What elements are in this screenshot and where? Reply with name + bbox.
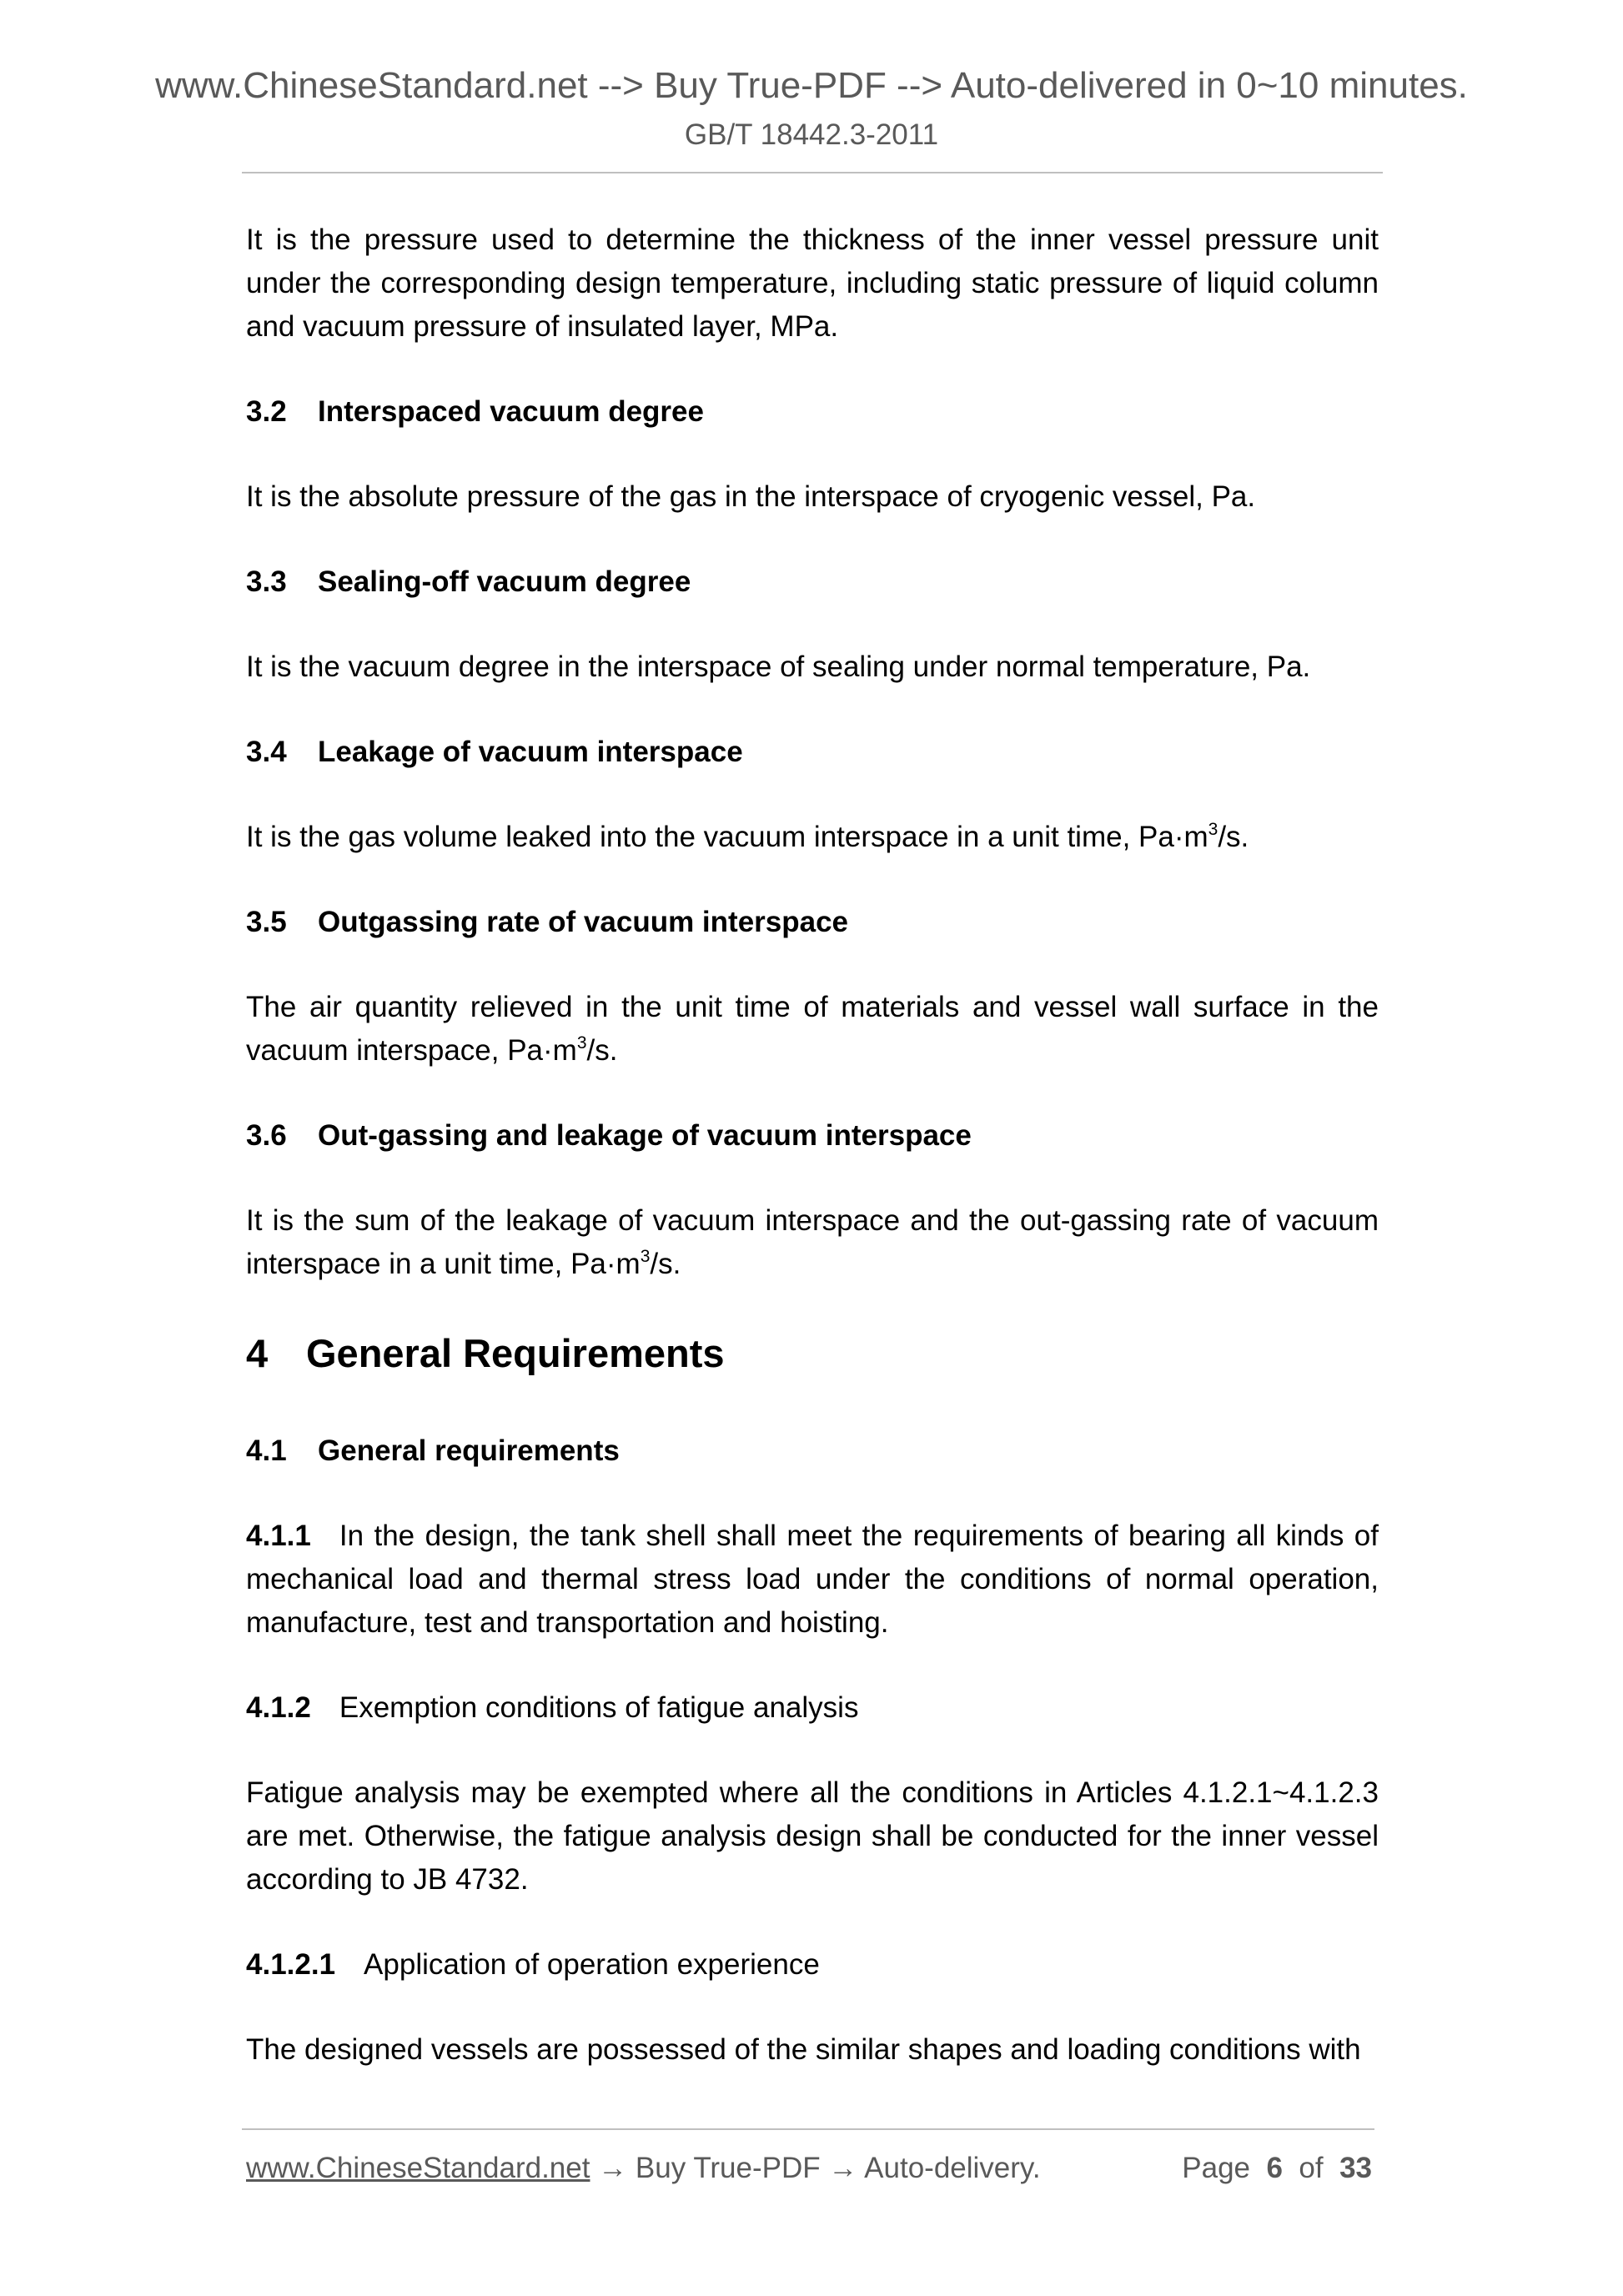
clause-number: 4.1.1: [246, 1520, 311, 1552]
clause-4-1-2-1: [246, 1943, 1379, 1987]
section-title: Out-gassing and leakage of vacuum interspace: [318, 1119, 972, 1152]
section-heading-3-3: [246, 560, 1379, 604]
section-title: General requirements: [318, 1434, 620, 1467]
section-number: 3.6: [246, 1119, 287, 1152]
site-link[interactable]: www.ChineseStandard.net: [246, 2152, 590, 2184]
standard-code: GB/T 18442.3-2011: [684, 118, 939, 151]
text-unit: /s.: [650, 1248, 681, 1280]
clause-text: Application of operation experience: [364, 1948, 820, 1981]
clause-text: Exemption conditions of fatigue analysis: [339, 1691, 859, 1724]
paragraph-4-1-2: Fatigue analysis may be exempted where all the conditions in Articles 4.1.2.1~4.1.2.3 are met. Otherwise, the fatigue analysis design shall be conducted for the inner vessel according to JB 4732.: [246, 1776, 1379, 1896]
section-number: 3.5: [246, 906, 287, 938]
clause-4-1-1: [246, 1515, 1379, 1645]
of-label: of: [1299, 2152, 1324, 2184]
clause-number: 4.1.2.1: [246, 1948, 336, 1981]
chapter-number: 4: [246, 1331, 269, 1375]
text-main: It is the gas volume leaked into the vacuum interspace in a unit time, Pa·m: [246, 821, 1208, 853]
clause-4-1-2: [246, 1686, 1379, 1730]
section-text-3-2: It is the absolute pressure of the gas in the interspace of cryogenic vessel, Pa.: [246, 480, 1256, 513]
page-number: 6: [1266, 2152, 1283, 2184]
intro-paragraph: It is the pressure used to determine the thickness of the inner vessel pressure unit under the corresponding design temperature, including static pressure of liquid column and vacuum pressure of insulated layer, MPa.: [246, 224, 1379, 343]
section-heading-3-5: [246, 901, 1379, 944]
section-number: 3.2: [246, 395, 287, 428]
superscript: 3: [576, 1033, 587, 1053]
section-number: 3.3: [246, 565, 287, 598]
section-heading-3-4: [246, 731, 1379, 774]
chapter-heading-4: [246, 1328, 1379, 1379]
section-text-3-4: [246, 816, 1379, 859]
header-divider: [242, 172, 1383, 173]
section-title: Interspaced vacuum degree: [318, 395, 704, 428]
section-number: 4.1: [246, 1434, 287, 1467]
text-main: The air quantity relieved in the unit time of materials and vessel wall surface in the vacuum interspace, Pa·m: [246, 991, 1379, 1067]
section-text-3-6: [246, 1199, 1379, 1286]
section-text-3-3: It is the vacuum degree in the interspace of sealing under normal temperature, Pa.: [246, 651, 1311, 683]
chapter-title: General Requirements: [306, 1331, 725, 1375]
header-banner: www.ChineseStandard.net --> Buy True-PDF --> Auto-delivered in 0~10 minutes.: [155, 65, 1468, 106]
paragraph-4-1-2-1: The designed vessels are possessed of the similar shapes and loading conditions with: [246, 2033, 1361, 2066]
document-body: [246, 219, 1379, 2113]
section-number: 3.4: [246, 736, 287, 768]
footer-divider: [242, 2128, 1374, 2130]
text-unit: /s.: [1218, 821, 1249, 853]
superscript: 3: [1208, 820, 1219, 839]
text-main: It is the sum of the leakage of vacuum interspace and the out-gassing rate of vacuum interspace in a unit time, Pa·m: [246, 1204, 1379, 1280]
page-label: Page: [1182, 2152, 1251, 2184]
superscript: 3: [640, 1247, 651, 1266]
clause-text: In the design, the tank shell shall meet the requirements of bearing all kinds of mechanical load and thermal stress load under the conditions of normal operation, manufacture, test and transportation and hoisting.: [246, 1520, 1379, 1639]
total-pages: 33: [1339, 2152, 1372, 2184]
section-text-3-5: [246, 986, 1379, 1073]
section-heading-3-6: [246, 1114, 1379, 1158]
text-unit: /s.: [586, 1034, 618, 1067]
section-heading-4-1: [246, 1429, 1379, 1473]
footer-tagline: → Buy True-PDF → Auto-delivery.: [590, 2152, 1041, 2184]
section-heading-3-2: [246, 390, 1379, 434]
section-title: Outgassing rate of vacuum interspace: [318, 906, 849, 938]
clause-number: 4.1.2: [246, 1691, 311, 1724]
page-counter: [1182, 2150, 1372, 2187]
footer-left: [246, 2150, 1041, 2187]
section-title: Leakage of vacuum interspace: [318, 736, 743, 768]
section-title: Sealing-off vacuum degree: [318, 565, 691, 598]
